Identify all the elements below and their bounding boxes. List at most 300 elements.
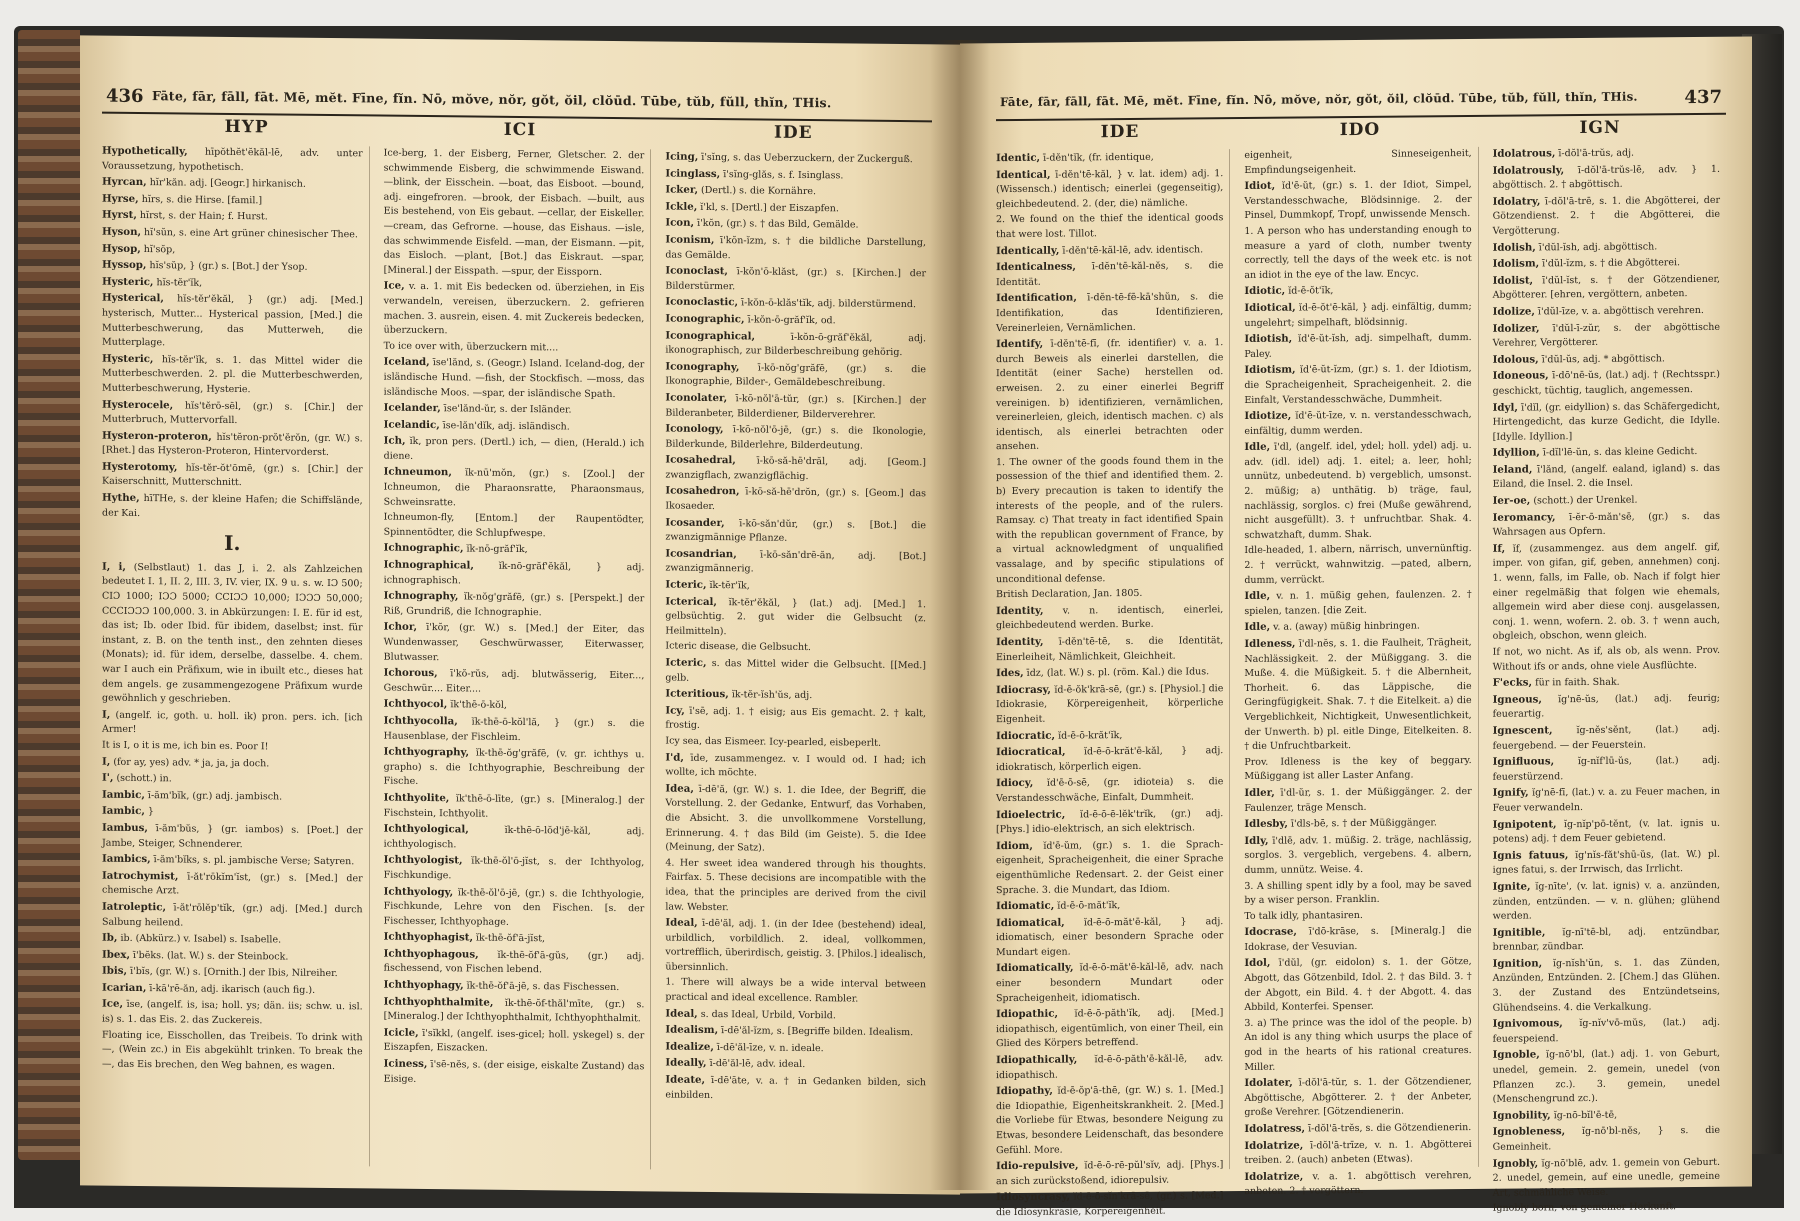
- entry-definition: ĭd'ē-ŭt-ĭzm, (gr.) s. 1. der Idiotism, die Spracheigenheit, Spracheigenheit. 2. die Einfalt, Verstandesschwäche, Dummheit.: [1244, 363, 1472, 406]
- entry-headword: Idiotism,: [1244, 363, 1296, 377]
- entry-definition: ī-dē'ăl, adj. 1. (in der Idee (bestehend) ideal, urbildlich, vorbildlich. 2. ideal, vollkommen, vortrefflich, überirdisch, geistig. 3. [Philos.] idealisch, übersinnlich.: [665, 917, 927, 974]
- dictionary-entry: [102, 291, 363, 353]
- entry-definition: ĭk'thē-ō-līte, (gr.) s. [Mineralog.] der Fischstein, Ichthyolit.: [383, 793, 645, 820]
- entry-headword: Idiocratic,: [996, 729, 1056, 742]
- dictionary-entry: [384, 697, 645, 715]
- dictionary-entry: [996, 914, 1223, 961]
- dictionary-entry: [384, 822, 645, 855]
- running-head: Fāte, fār, fāll, fāt. Mē, mĕt. Fīne, fĭn. Nō, mŏve, nŏr, gŏt, ŏil, clŏūd. Tūbe, tŭb, fŭll, thĭn, THis.: [152, 88, 832, 111]
- entry-definition: ĭd'ē-ō-sē, (gr. idioteia) s. die Verstandesschwäche, Einfalt, Dummheit.: [996, 776, 1224, 805]
- entry-headword: Ignescent,: [1492, 724, 1553, 737]
- dictionary-entry: [1244, 282, 1471, 300]
- entry-definition: ĭk-thē-ŏl'ō-jĭst, s. der Ichthyolog, Fischkundige.: [383, 855, 645, 882]
- dictionary-entry: [665, 856, 926, 917]
- entry-headword: Icicle,: [383, 1026, 419, 1039]
- entry-definition: ī'dŭl-ĭzm, s. † die Abgötterei.: [1539, 257, 1681, 270]
- entry-definition: ĭd-ē-ō-păth'ĭk, adj. [Med.] idiopathisch, eigentümlich, von einer Theil, ein Glied des Körpers betreffend.: [996, 1007, 1224, 1050]
- entry-headword: Icy,: [665, 704, 685, 717]
- dictionary-entry: [1244, 877, 1471, 908]
- entry-definition: ī-kŏn-ō-grăf'ĕkăl, adj. ikonographisch, zur Bilderbeschreibung gehörig.: [665, 330, 927, 359]
- dictionary-entry: [665, 515, 926, 548]
- dictionary-entry: [384, 434, 645, 467]
- entry-definition: ī-kŏn-ō-grăf'ĭk, od.: [744, 314, 836, 327]
- dictionary-entry: [102, 787, 363, 805]
- entry-headword: Hyson,: [102, 225, 142, 239]
- entry-definition: (Selbstlaut) 1. das J, i. 2. als Zahlzeichen bedeutet I. 1, II. 2, III. 3, IV. vier, IX. 9 u. s. w. IƆ 500; CIƆ 1000; IƆƆ 5000; CCIƆƆ 10,000; IƆƆƆ 50,000; CCCIƆƆƆ 100,000. 3. in Abkürzungen: I. E. für id est, das ist; Ib. oder Ibid. für ibidem, daselbst; inst. für instant, z. B. on the tenth inst., den zehnten dieses (Monats); id. für idem, derselbe, dasselbe. 4. chem. war I auch ein Präfixum, wie in ibuilt etc., dieses hat dem angels. ge zusammengezogene Präfixum wurde gewöhnlich y geschrieben.: [102, 561, 363, 706]
- entry-headword: Ideal,: [665, 916, 698, 929]
- entry-headword: Idolatrously,: [1492, 163, 1565, 177]
- entry-definition: ī-ăm'bŭs, } (gr. iambos) s. [Poet.] der Jambe, Steiger, Schnenderer.: [102, 823, 363, 850]
- dictionary-entry: [102, 754, 363, 772]
- dictionary-entry: [1244, 407, 1471, 439]
- entry-definition: Idle-headed, 1. albern, närrisch, unvernünftig. 2. † verrückt, wahnwitzig. —pated, albern, dumm, verrückt.: [1244, 543, 1472, 586]
- dictionary-entry: [1493, 145, 1720, 163]
- entry-definition: ĭk-nū'mŏn, (gr.) s. [Zool.] der Ichneumon, die Pharaonsratte, Pharaonsmaus, Schweinsratte.: [383, 467, 645, 508]
- entry-headword: Idly,: [1244, 834, 1269, 847]
- entry-headword: Icosahedral,: [665, 453, 736, 467]
- dictionary-entry: [1244, 1168, 1471, 1200]
- entry-definition: ī'kŏn-ĭzm, s. † die bildliche Darstellung, das Gemälde.: [665, 235, 927, 261]
- entry-headword: Ichthyocolla,: [383, 714, 458, 728]
- entry-headword: Idleness,: [1244, 637, 1296, 650]
- dictionary-entry: [1244, 542, 1471, 588]
- entry-headword: Idiom,: [996, 839, 1033, 852]
- entry-definition: ī-dē'ăl-lē, adv. ideal.: [706, 1058, 806, 1071]
- entry-headword: Iconism,: [665, 233, 715, 247]
- entry-definition: ĭk-tĕr-ĭsh'ŭs, adj.: [728, 689, 813, 702]
- entry-definition: ī'sē-nĕs, s. (der eisige, eiskalte Zustand) das Eisige.: [383, 1059, 645, 1085]
- dictionary-entry: [102, 997, 363, 1030]
- entry-headword: Hythe,: [102, 491, 140, 505]
- dictionary-entry: [102, 208, 363, 226]
- dictionary-entry: [102, 397, 363, 430]
- dictionary-entry: [1493, 847, 1720, 879]
- dictionary-entry: [665, 311, 926, 329]
- entry-headword: Idio-repulsive,: [996, 1159, 1079, 1173]
- dictionary-entry: [384, 714, 645, 747]
- entry-definition: v. n. identisch, einerlei, gleichbedeutend werden. Burke.: [996, 603, 1224, 632]
- entry-definition: ĭg-nĭv'vō-mŭs, (lat.) adj. feuerspeiend.: [1492, 1017, 1720, 1045]
- dictionary-entry: [102, 852, 363, 870]
- dictionary-entry: [1493, 272, 1720, 304]
- entry-definition: ĭk-thē-ŏf'ā-gŭs, (gr.) adj. fischessend, von Fischen lebend.: [383, 949, 645, 976]
- dictionary-entry: [996, 775, 1223, 807]
- entry-definition: Ichneumon-fly, [Entom.] der Raupentödter, Spinnentödter, die Schlupfwespe.: [383, 511, 645, 540]
- dictionary-entry: [102, 241, 363, 259]
- entry-headword: Ichthyophagist,: [383, 930, 473, 944]
- entry-definition: ī-dŏl'ā-tŭr, s. 1. der Götzendiener, Abgöttische, Abgötterer. 2. † der Anbeter, große Verehrer. [Götzendienerin.: [1244, 1076, 1472, 1119]
- entry-headword: Idiosyncrasy,: [996, 1190, 1071, 1204]
- entry-definition: ĭk-nō-grăf'ĕkăl, } adj. ichnographisch.: [383, 560, 645, 587]
- book-page-edges: [18, 30, 80, 1160]
- entry-headword: Icosandrian,: [665, 547, 737, 561]
- dictionary-entry: [665, 1056, 926, 1074]
- entry-headword: Idiotize,: [1244, 409, 1292, 423]
- entry-headword: I, i,: [102, 560, 126, 573]
- entry-definition: īdz, (lat. W.) s. pl. (röm. Kal.) die Idus.: [1023, 666, 1210, 680]
- entry-definition: ĭd-ē-ō-păth'ē-kăl-lē, adv. idiopathisch.: [996, 1053, 1224, 1081]
- entry-headword: Idle,: [1244, 589, 1271, 603]
- dictionary-entry: [665, 687, 926, 705]
- entry-definition: (Dertl.) s. die Kornähre.: [698, 185, 817, 198]
- dictionary-entry: [384, 465, 645, 513]
- entry-headword: Idolatrize,: [1244, 1170, 1304, 1183]
- dictionary-entry: [384, 1025, 645, 1058]
- entry-headword: I',: [102, 771, 114, 784]
- entry-headword: Hypothetically,: [102, 144, 188, 158]
- entry-definition: ĭk-tĕr'ĕkăl, } (lat.) adj. [Med.] 1. gelbsüchtig. 2. gut wider die Gelbsucht (z. Heilmitteln).: [665, 596, 927, 637]
- dictionary-entry: [996, 806, 1223, 838]
- entry-definition: It is I, o it is me, ich bin es. Poor I!: [102, 739, 269, 753]
- dictionary-entry: [996, 454, 1223, 587]
- dictionary-entry: [996, 837, 1223, 898]
- entry-definition: To talk idly, phantasiren.: [1244, 909, 1363, 922]
- entry-definition: ī-dĭl'lē-ŭn, s. das kleine Gedicht.: [1539, 446, 1698, 459]
- entry-headword: Ichthyolite,: [383, 791, 450, 805]
- dictionary-entry: [665, 976, 926, 1008]
- entry-headword: Idiot,: [1244, 179, 1276, 193]
- entry-definition: Ignobly born, von gemeiner Herkunft.: [1492, 1201, 1677, 1215]
- entry-definition: v. a. (away) müßig hinbringen.: [1270, 620, 1420, 634]
- dictionary-entry: [384, 994, 645, 1027]
- dictionary-entry: [665, 422, 926, 455]
- entry-definition: ĭd-ē-ŏp'ā-thē, (gr. W.) s. 1. [Med.] die Idiopathie, Eigenheitskrankheit. 2. [Med.] die Vorliebe für Etwas, besondere Neigung zu Etwas, besondere Leidenschaft, das besondere Gefühl. More.: [996, 1084, 1224, 1156]
- dictionary-entry: [665, 328, 926, 361]
- dictionary-entry: [102, 964, 363, 982]
- dictionary-entry: [102, 559, 363, 709]
- dictionary-entry: [1493, 753, 1720, 785]
- entry-definition: 1. A person who has understanding enough to measure a yard of cloth, number twenty correctly, tell the days of the week etc. is not an idiot in the eye of the law. Encyc.: [1244, 223, 1472, 281]
- entry-definition: ī'sē, adj. 1. † eisig; aus Eis gemacht. 2. † kalt, frostig.: [665, 705, 927, 732]
- dictionary-entry: [665, 484, 926, 517]
- dictionary-entry: [1244, 815, 1471, 833]
- dictionary-entry: [1244, 587, 1471, 619]
- dictionary-entry: [1493, 1200, 1720, 1217]
- entry-definition: ĭk-nō-grăf'ĭk,: [463, 543, 528, 556]
- entry-headword: Idiopathic,: [996, 1007, 1059, 1021]
- column-2: [384, 147, 652, 1170]
- entry-definition: ĭg-nĭp'pō-tĕnt, (v. lat. ignis u. potens) adj. † dem Feuer gebietend.: [1492, 817, 1720, 845]
- entry-headword: Idolatrize,: [1244, 1139, 1304, 1152]
- entry-headword: Icker,: [665, 183, 699, 197]
- entry-definition: ī-ăt'rōlĕp'tĭk, (gr.) adj. [Med.] durch Salbung heilend.: [102, 902, 363, 928]
- dictionary-entry: [665, 1039, 926, 1057]
- dictionary-entry: [102, 191, 363, 209]
- dictionary-entry: [665, 916, 926, 978]
- entry-definition: īse'lănd, s. (Geogr.) Island. Iceland-dog, der isländische Hund. —fish, der Stockfisch. —moss, das isländische Moos. —spar, der isländische Spath.: [383, 357, 645, 400]
- entry-headword: Iambics,: [102, 852, 151, 866]
- entry-headword: Ichthyologist,: [383, 853, 463, 867]
- entry-definition: ī-dĕn'tē-kăl-nĕs, s. die Identität.: [996, 260, 1224, 288]
- entry-definition: ī'kŏr, (gr. W.) s. [Med.] der Eiter, das Wundenwasser, Geschwürwasser, Eiterwasser, Blutwasser.: [383, 622, 645, 663]
- entry-definition: ĭg'nē-ŭs, (lat.) adj. feurig; feuerartig.: [1492, 692, 1720, 721]
- entry-definition: ī-ăm'bĭks, s. pl. jambische Verse; Satyren.: [150, 854, 355, 868]
- dictionary-entry: [102, 1028, 363, 1075]
- entry-definition: (schott.) in.: [113, 772, 172, 785]
- dictionary-entry: [996, 212, 1223, 243]
- dictionary-entry: [1493, 461, 1720, 493]
- entry-headword: Icelandic,: [383, 418, 440, 431]
- entry-definition: ī-dē'ăl-īze, v. n. ideale.: [713, 1041, 824, 1055]
- entry-headword: Hyssop,: [102, 258, 147, 272]
- entry-definition: ī'bĭs, (gr. W.) s. [Ornith.] der Ibis, Nilreiher.: [127, 966, 338, 980]
- text-columns: [996, 145, 1726, 1219]
- entry-definition: ī'dŭl-ī-zŭr, s. der abgöttische Verehrer, Vergötterer.: [1492, 321, 1720, 349]
- dictionary-entry: [1493, 784, 1720, 816]
- entry-definition: }: [144, 806, 154, 818]
- entry-definition: ī-kō-să-hē'drăl, adj. [Geom.] zwanzigflach, zwanzigflächig.: [665, 455, 927, 482]
- entry-headword: Iatroleptic,: [102, 900, 167, 914]
- dictionary-entry: [665, 166, 926, 184]
- column-1: [996, 149, 1230, 1219]
- dictionary-entry: [384, 745, 645, 793]
- entry-headword: Hysterical,: [102, 291, 164, 305]
- entry-headword: Icelander,: [383, 401, 441, 415]
- dictionary-entry: [996, 1189, 1223, 1221]
- entry-headword: Identification,: [996, 291, 1077, 305]
- entry-headword: Ignis fatuus,: [1492, 848, 1569, 862]
- dictionary-entry: [996, 897, 1223, 915]
- dictionary-entry: [665, 734, 926, 751]
- entry-definition: ī-kŏn-ō-klăs'tĭk, adj. bilderstürmend.: [738, 297, 916, 311]
- entry-headword: Idol,: [1244, 957, 1271, 970]
- dictionary-entry: [665, 703, 926, 736]
- dictionary-entry: [384, 417, 645, 435]
- dictionary-entry: [1244, 147, 1471, 178]
- entry-definition: hĭr'kăn. adj. [Geogr.] hirkanisch.: [146, 177, 306, 190]
- entry-definition: ī-dŏl'ā-trŭs, adj.: [1555, 147, 1635, 160]
- entry-definition: ĭd-ē-ō-krăt'ē-kăl, } adj. idiokratisch, körperlich eigen.: [996, 745, 1224, 773]
- page-number: 436: [106, 85, 144, 108]
- entry-definition: ĭg-nīte', (v. lat. ignis) v. a. anzünden, zünden, entzünden. — v. n. glühen; glühend werden.: [1492, 879, 1720, 922]
- dictionary-entry: [102, 821, 363, 854]
- entry-headword: Idiocratical,: [996, 745, 1066, 759]
- page-number: 437: [1684, 86, 1722, 109]
- dictionary-entry: [996, 1157, 1223, 1189]
- entry-definition: ī-kō-să-hē'drŏn, (gr.) s. [Geom.] das Ikosaeder.: [665, 486, 927, 513]
- entry-headword: I,: [102, 708, 111, 721]
- entry-definition: ī'sĭkkl, (angelf. ises-gicel; holl. yskegel) s. der Eiszapfen, Eiszacken.: [383, 1027, 645, 1055]
- dictionary-entry: [996, 743, 1223, 775]
- dictionary-entry: [102, 900, 363, 933]
- entry-definition: 1. There will always be a wide interval between practical and ideal excellence. Rambler.: [665, 976, 927, 1005]
- column-3: [1492, 145, 1726, 1215]
- dictionary-entry: [384, 401, 645, 419]
- dictionary-entry: [665, 150, 926, 168]
- entry-definition: eigenheit, Sinneseigenheit, Empfindungseigenheit.: [1244, 147, 1472, 176]
- dictionary-entry: [384, 946, 645, 979]
- entry-headword: Idler,: [1244, 786, 1275, 799]
- entry-headword: Ichthyophagous,: [383, 947, 479, 961]
- entry-headword: Igneous,: [1492, 693, 1542, 706]
- entry-headword: Idiomatic,: [996, 899, 1055, 913]
- entry-headword: Ibex,: [102, 948, 130, 961]
- entry-definition: īse'lănd-ŭr, s. der Isländer.: [440, 403, 572, 416]
- entry-definition: ī-kŏn'ō-klăst, (gr.) s. [Kirchen.] der Bilderstürmer.: [665, 266, 927, 293]
- right-page: [960, 37, 1752, 1219]
- entry-definition: ĭk-thē-ŏl'ō-jē, (gr.) s. die Ichthyologie, Fischkunde, Lehre von den Fischen. [s. der Fischesser, Ichthyophage.: [383, 886, 645, 928]
- dictionary-entry: [996, 1005, 1223, 1052]
- entry-headword: Idolous,: [1492, 353, 1539, 366]
- entry-headword: Idle,: [1244, 441, 1271, 454]
- entry-definition: ĭf, (zusammengez. aus dem angelf. gif, imper. von gifan, gif, geben, annehmen) conj. 1. wenn, falls, im Falle, ob. Nach if folgt hier einer regelmäßig that folgen wie ehemals, allgemein wird aber diese conj. ausgelassen, conj. 1. wenn, wofern. 2. ob. 3. † wenn auch, obgleich, obschon, wenn gleich.: [1492, 541, 1720, 643]
- column-head: IGN: [1579, 117, 1621, 139]
- entry-headword: Icosahedron,: [665, 484, 740, 498]
- entry-headword: Hyrst,: [102, 208, 137, 222]
- entry-definition: īse, (angelf. is, isa; holl. ys; dän. iis; schw. u. isl. is) s. 1. das Eis. 2. das Zuckereis.: [102, 999, 363, 1027]
- dictionary-entry: [996, 727, 1223, 745]
- entry-headword: Idiopathy,: [996, 1084, 1053, 1098]
- entry-headword: Idolatry,: [1492, 195, 1541, 208]
- entry-headword: Ichor,: [383, 620, 418, 634]
- entry-definition: ĭd'ē-ŭm, (gr.) s. 1. die Sprach-eigenheit, Spracheigenheit, die einer Sprache eigenthümliche Redensart. 2. der Geist einer Sprache. 3. die Mundart, das Idiom.: [996, 838, 1224, 896]
- entry-definition: (angelf. ic, goth. u. holl. ik) pron. pers. ich. [ich Armer!: [102, 709, 363, 736]
- dictionary-entry: [102, 947, 363, 965]
- entry-headword: Iconolater,: [665, 391, 728, 405]
- dictionary-entry: [102, 225, 363, 243]
- dictionary-entry: [102, 707, 363, 740]
- entry-headword: Identity,: [996, 604, 1044, 617]
- entry-definition: (for ay, yes) adv. * ja, ja, ja doch.: [110, 756, 270, 769]
- dictionary-entry: [1244, 954, 1471, 1015]
- entry-headword: Hysteric,: [102, 352, 154, 365]
- dictionary-entry: [1244, 635, 1471, 755]
- entry-definition: ī'dŭl-īze, v. a. abgöttisch verehren.: [1534, 304, 1704, 318]
- dictionary-entry: [1493, 691, 1720, 723]
- entry-headword: Ib,: [102, 931, 118, 944]
- entry-headword: Ignitible,: [1492, 926, 1546, 939]
- dictionary-entry: [1244, 1120, 1471, 1138]
- entry-headword: Icing,: [665, 150, 699, 163]
- entry-headword: Hyrcan,: [102, 175, 147, 189]
- entry-headword: Ideally,: [665, 1056, 707, 1070]
- entry-headword: Ickle,: [665, 200, 698, 213]
- entry-definition: ĭg-nĭsh'ŭn, s. 1. das Zünden, Anzünden, Entzünden. 2. [Chem.] das Glühen. 3. der Zustand des Entzündetseins, Glühendseins. 4. die Verkalkung.: [1492, 956, 1720, 1014]
- entry-definition: ĭg-nō'bl, (lat.) adj. 1. von Geburt, unedel, gemein. 2. gemein, unedel (von Pflanzen zc.). 3. gemein, unedel (Menschengrund zc.).: [1492, 1048, 1720, 1106]
- entry-definition: ī'sĭng, s. das Ueberzuckern, der Zuckerguß.: [698, 151, 913, 166]
- entry-headword: Idolatress,: [1244, 1122, 1306, 1135]
- entry-definition: s. das Ideal, Urbild, Vorbild.: [697, 1008, 836, 1021]
- entry-definition: ĭd-ē-ŏk'krā-sē, (gr.) s. [Physiol.] die Idiokrasie, Körpereigenheit, körperliche Eigenheit.: [996, 682, 1224, 726]
- entry-headword: Icteritious,: [665, 687, 729, 701]
- dictionary-entry: [102, 351, 363, 399]
- dictionary-entry: [665, 781, 926, 858]
- entry-headword: If,: [1492, 542, 1506, 555]
- entry-definition: ĭ'kl, s. [Dertl.] der Eiszapfen.: [697, 201, 839, 215]
- entry-definition: To ice over with, überzuckern mit....: [383, 340, 559, 354]
- dictionary-entry: [384, 853, 645, 886]
- entry-headword: Ieromancy,: [1492, 510, 1556, 524]
- dictionary-entry: [996, 290, 1223, 337]
- entry-definition: ĭg'nē-fī, (lat.) v. a. zu Feuer machen, in Feuer verwandeln.: [1492, 786, 1720, 814]
- entry-definition: ĭk, pron pers. (Dertl.) ich, — dien, (Herald.) ich diene.: [383, 436, 645, 462]
- dictionary-entry: [1493, 878, 1720, 925]
- dictionary-entry: [665, 750, 926, 783]
- entry-definition: ī'dl-nĕs, s. 1. die Faulheit, Trägheit, Nachlässigkeit. 2. der Müßiggang. 3. die Muße. 4. die Müßigkeit. 5. † die Albernheit, Thorheit. 6. das Läppische, die Geringfügigkeit. Shak. 7. † die Eitelkeit. a) die Vergeblichkeit, Nichtigkeit, Unwesentlichkeit, der Unwerth. b) pl. eitle Dinge, Eitelkeiten. 8. † die Unfruchtbarkeit.: [1244, 636, 1472, 753]
- entry-headword: Iconography,: [665, 360, 740, 374]
- dictionary-entry: [384, 1057, 645, 1090]
- entry-headword: F'ecks,: [1492, 676, 1533, 689]
- dictionary-entry: [1493, 1107, 1720, 1125]
- dictionary-entry: [665, 546, 926, 579]
- dictionary-entry: [102, 175, 363, 193]
- column-head: IDO: [1339, 119, 1381, 141]
- dictionary-entry: [996, 633, 1223, 665]
- entry-headword: Ignivomous,: [1492, 1017, 1563, 1031]
- entry-definition: ī-dŏl'ā-trŭs-lē, adv. } 1. abgöttisch. 2. † abgöttisch.: [1492, 163, 1720, 191]
- entry-definition: ī-ăm'bĭk, (gr.) adj. jambisch.: [144, 789, 283, 803]
- dictionary-entry: [1493, 303, 1720, 321]
- dictionary-entry: [102, 274, 363, 292]
- entry-definition: ĭd-ē-ō-ē-lĕk'trĭk, (gr.) adj. [Phys.] idio-elektrisch, an sich elektrisch.: [996, 807, 1224, 836]
- entry-definition: 2. We found on the thief the identical goods that were lost. Tillot.: [996, 212, 1224, 241]
- entry-definition: Prov. Idleness is the key of beggary. Müßiggang ist aller Laster Anfang.: [1244, 754, 1472, 783]
- entry-headword: Ichnography,: [383, 589, 459, 603]
- entry-headword: Ichthyophagy,: [383, 978, 464, 992]
- entry-headword: Iconographic,: [665, 312, 745, 326]
- entry-definition: ī-dĕn'tē-tē, s. die Identität, Einerleiheit, Nämlichkeit, Gleichheit.: [996, 635, 1224, 663]
- dictionary-entry: [1493, 722, 1720, 754]
- entry-definition: ī'dlē, adv. 1. müßig. 2. träge, nachlässig, sorglos. 3. vergeblich, vergebens. 4. albern, dumm, unnütz. Weise. 4.: [1244, 833, 1472, 876]
- dictionary-entry: [1244, 784, 1471, 816]
- entry-definition: ī'dō-krāse, s. [Mineralg.] die Idokrase, der Vesuvian.: [1244, 925, 1472, 953]
- entry-definition: ĭd'ē-ŭt-ĭsh, adj. simpelhaft, dumm. Paley.: [1244, 332, 1472, 360]
- entry-definition: hĭs'sŭp, } (gr.) s. [Bot.] der Ysop.: [146, 260, 308, 273]
- entry-headword: Ichnographical,: [383, 558, 474, 572]
- entry-headword: Idealism,: [665, 1023, 719, 1037]
- dictionary-entry: [1244, 832, 1471, 879]
- entry-definition: ĭk-thē-ŏf'ā-jē, s. das Fischessen.: [463, 980, 620, 994]
- entry-headword: Idlesby,: [1244, 817, 1288, 831]
- dictionary-entry: [384, 511, 645, 543]
- dictionary-entry: [665, 264, 926, 297]
- entry-definition: ĭd-ē-ŏt'ē-kăl, } adj. einfältig, dumm; ungelehrt; simpelhaft, blödsinnig.: [1244, 300, 1472, 329]
- dictionary-entry: [1493, 1046, 1720, 1107]
- entry-definition: ī-dē'ă, (gr. W.) s. 1. die Idee, der Begriff, die Vorstellung. 2. der Gedanke, Entwurf, das Vorhaben, die Absicht. 3. die unvollkommene Vorstellung, Erinnerung. 4. † das Bild (im Geiste). 5. die Idee (Meinung, der Satz).: [665, 783, 927, 854]
- dictionary-entry: [1244, 618, 1471, 636]
- dictionary-entry: [1244, 1015, 1471, 1075]
- column-head: HYP: [224, 116, 269, 138]
- dictionary-entry: [1493, 319, 1720, 351]
- entry-headword: Idoneous,: [1492, 369, 1549, 383]
- entry-definition: ī-dŏl'ā-trē, s. 1. die Abgötterei, der Götzendienst. 2. † die Abgötterei, die Vergötterung.: [1492, 194, 1720, 237]
- dictionary-entry: [665, 295, 926, 313]
- entry-definition: ĭd-ē-ō-krăt'ĭk,: [1055, 729, 1123, 742]
- entry-headword: Idea,: [665, 782, 694, 795]
- entry-definition: ĭg'nĭs-făt'shū-ŭs, (lat. W.) pl. ignes fatui, s. der Irrwisch, das Irrlicht.: [1492, 848, 1720, 877]
- entry-headword: Ignoble,: [1492, 1048, 1540, 1062]
- entry-headword: Ich,: [383, 434, 406, 448]
- entry-headword: Idiocy,: [996, 777, 1034, 790]
- entry-headword: Hysterocele,: [102, 398, 174, 411]
- dictionary-entry: [665, 390, 926, 423]
- dictionary-entry: [1493, 161, 1720, 193]
- dictionary-entry: [996, 149, 1223, 167]
- entry-definition: ĭg-nī'tē-bl, adj. entzündbar, brennbar, zündbar.: [1492, 925, 1720, 954]
- entry-definition: ī'dl-ŭr, s. 1. der Müßiggänger. 2. der Faulenzer, träge Mensch.: [1244, 785, 1472, 814]
- entry-definition: ī-ăt'rōkĭm'ĭst, (gr.) s. [Med.] der chemische Arzt.: [102, 871, 363, 897]
- entry-headword: Icinglass,: [665, 167, 721, 180]
- entry-definition: ĭg-nĕs'sĕnt, (lat.) adj. feuergebend. — der Feuerstein.: [1492, 723, 1720, 752]
- dictionary-entry: [665, 1023, 926, 1041]
- entry-headword: Idiopathically,: [996, 1053, 1078, 1067]
- left-page: [80, 35, 960, 1194]
- entry-definition: ĭd-ē-ŏt'ĭk,: [1285, 285, 1334, 297]
- entry-definition: ī'lănd, (angelf. ealand, igland) s. das Eiland, die Insel. 2. die Insel.: [1492, 462, 1720, 491]
- entry-definition: ī'dŭl-ŭs, adj. * abgöttisch.: [1538, 353, 1665, 366]
- dictionary-entry: [665, 1073, 926, 1106]
- entry-definition: 3. A shilling spent idly by a fool, may be saved by a wiser person. Franklin.: [1244, 878, 1472, 907]
